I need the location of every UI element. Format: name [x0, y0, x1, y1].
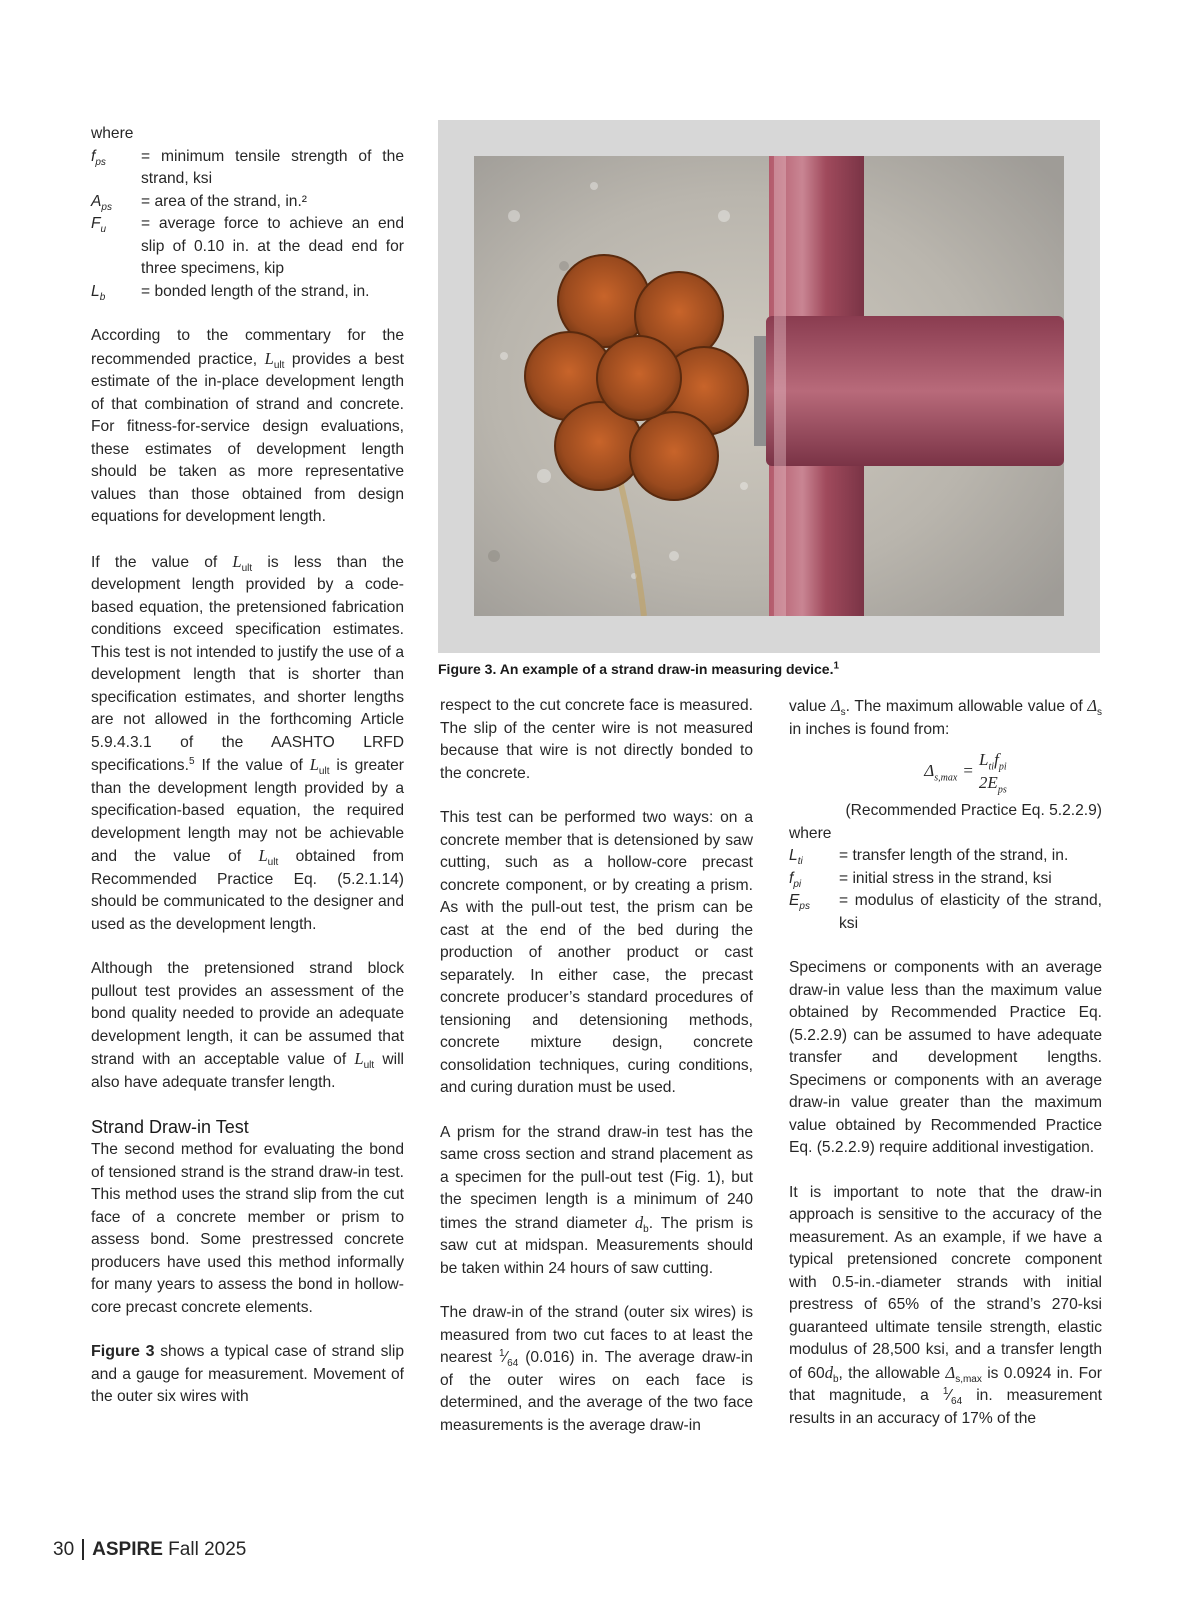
issue-label: Fall 2025 [168, 1539, 247, 1560]
definition-fu: $F_u$ = average force to achieve an end slip of 0.10 in. at the dead end for three specimens, kip [91, 215, 404, 277]
column-middle [440, 695, 753, 1437]
rusted-strand-end [525, 255, 748, 500]
paragraph-pullout-assessment: Although the pretensioned strand block pullout test provides an assessment of the bond quality needed to provide an adequate development length, it can be assumed that strand with an acceptable value of $L_{ult}$ will also have adequate transfer length. [91, 960, 404, 1091]
where-label: where [91, 125, 134, 142]
footnote-ref: 5 [188, 755, 195, 767]
definition-fps: $f_{ps}$ = minimum tensile strength of the strand, ksi [91, 147, 404, 187]
definition-lti: $L_{ti}$ = transfer length of the strand, in. [789, 847, 1069, 868]
gauge-blade [754, 336, 768, 446]
column-right [789, 695, 1102, 1430]
paragraph-accuracy: It is important to note that the draw-in approach is sensitive to the accuracy of the measurement. As an example, if we have a typical pretensioned concrete component with 0.5-in.-diameter strands with initial prestress of 65% of the strand’s 270-ksi guaranteed ultimate tensile strength, elastic modulus of 28,500 ksi, and a transfer length of $60d_b$, the allowable $\Delta_{s,max}$ is 0.0924 in. For that magnitude, a $^1⁄_{64}$ in. measurement results in an accuracy of 17% of the [789, 1183, 1102, 1427]
gauge-crossbar [766, 316, 1064, 466]
equation-label: (Recommended Practice Eq. 5.2.2.9) [845, 802, 1102, 819]
strand-draw-in-gauge-photo [474, 156, 1064, 616]
page-number: 30 [53, 1539, 84, 1560]
figure-3-caption: Figure 3. An example of a strand draw-in measuring device.$^1$ [438, 660, 840, 677]
paragraph-test-methods: This test can be performed two ways: on a concrete member that is detensioned by saw cutting, such as a hollow-core precast concrete component, or by creating a prism. As with the pull-out test, the prism can be cast at the end of the bed during the production of another product or cast separately. In either case, the precast concrete producer’s standard procedures of tensioning and detensioning methods, concrete mixture design, concrete consolidation techniques, curing conditions, and curing duration must be used. [440, 809, 753, 1096]
where-label: where [789, 824, 832, 842]
section-heading: Strand Draw-in Test [91, 1117, 249, 1137]
paragraph-specimen-evaluation: Specimens or components with an average draw-in value less than the maximum value obtained by Recommended Practice Eq. (5.2.2.9) can be assumed to have adequate transfer and development lengths. Specimens or components with an average draw-in value greater than the maximum value obtained by Recommended Practice Eq. (5.2.2.9) require additional investigation. [789, 959, 1102, 1156]
paragraph-slip-measurement: respect to the cut concrete face is measured. The slip of the center wire is not measured because that wire is not directly bonded to the concrete. [440, 697, 753, 782]
variable-definitions [789, 845, 1102, 935]
paragraph-lult-comparison: If the value of $L_{ult}$ is less than the development length provided by a code-based equation, the pretensioned fabrication conditions exceed specification estimates. This test is not intended to justify the use of a development length that is shorter than specification estimates, and shorter lengths are not allowed in the forthcoming Article 5.9.4.3.1 of the AASHTO LRFD specifications.$^5$ If the value of $L_{ult}$ is greater than the development length provided by a specification-based equation, the required development length may not be achievable and the value of $L_{ult}$ obtained from Recommended Practice Eq. (5.2.1.14) should be communicated to the designer and used as the development length. [91, 551, 404, 933]
draw-in-formula: $\Delta_{s,max}$ = $L_{ti}f_{pi}$ $2E_{ps}$ [924, 750, 1007, 795]
figure-3-photo [474, 156, 1064, 616]
paragraph-commentary: According to the commentary for the recommended practice, $L_{ult}$ provides a best estimate of the in-place development length of that combination of strand and concrete. For fitness-for-service design evaluations, these estimates of development length should be taken as more representative values than those obtained from design equations for development length. [91, 327, 404, 525]
paragraph-figure-reference: Figure 3 shows a typical case of strand slip and a gauge for measurement. Movement of the outer six wires with [91, 1343, 405, 1405]
definition-lb: $L_b$ = bonded length of the strand, in. [91, 282, 370, 303]
column-left [91, 123, 404, 1409]
page-footer [53, 1539, 246, 1561]
paragraph-prism: A prism for the strand draw-in test has the same cross section and strand placement as a specimen for the pull-out test (Fig. 1), but the specimen length is a minimum of 240 times the strand diameter $d_b$. The prism is saw cut at midspan. Measurements should be taken within 24 hours of saw cutting. [440, 1123, 753, 1277]
variable-definitions [91, 146, 404, 304]
paragraph-draw-in-measurement: The draw-in of the strand (outer six wires) is measured from two cut faces to at least the nearest $^1⁄_{64}$ (0.016) in. The average draw-in of the outer wires on each face is determined, and the average of the two face measurements is the average draw-in [440, 1304, 753, 1434]
definition-fpi: $f_{pi}$ = initial stress in the strand, ksi [789, 869, 1052, 890]
paragraph-max-allowable: value $\Delta_s$. The maximum allowable value of $\Delta_s$ in inches is found from: [789, 696, 1102, 738]
paragraph-draw-in-intro: The second method for evaluating the bond of tensioned strand is the strand draw-in test. This method uses the strand slip from the cut face of a concrete member or prism to assess bond. Some prestressed concrete producers have used this method informally for many years to assess the bond in hollow-core precast concrete elements. [91, 1141, 404, 1316]
definition-aps: $A_{ps}$ = area of the strand, in.² [91, 192, 307, 213]
magazine-title: ASPIRE [92, 1539, 163, 1560]
figure-3-link[interactable]: Figure 3 [91, 1343, 155, 1360]
definition-eps: $E_{ps}$ = modulus of elasticity of the strand, ksi [789, 892, 1102, 932]
